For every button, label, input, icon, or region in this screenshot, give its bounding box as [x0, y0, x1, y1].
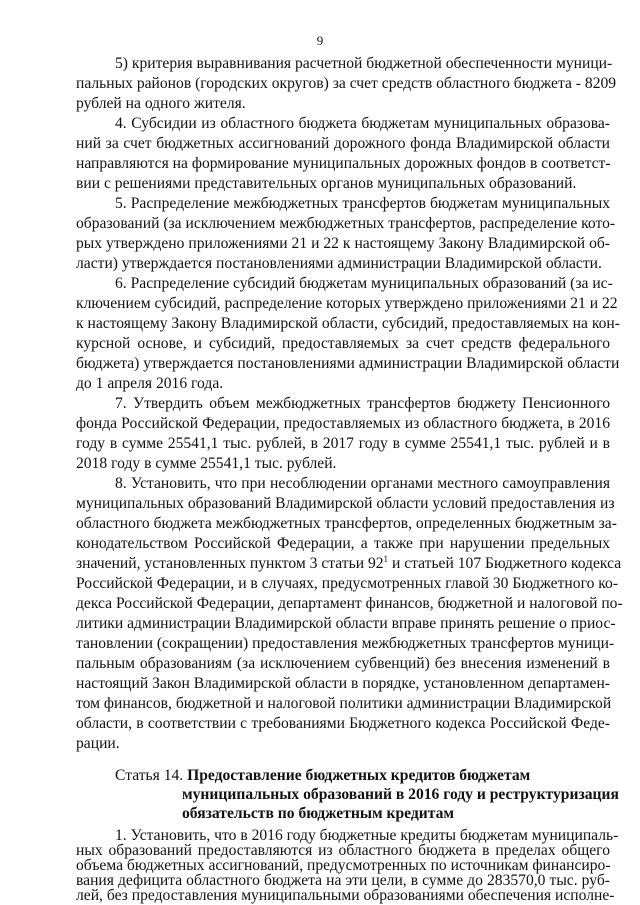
text-line: ключением субсидий, распределение которых утверждено приложениями 21 и 22 [76, 295, 618, 312]
text-line: настоящий Закон Владимирской области в порядке, установленном департамен- [76, 675, 610, 692]
page-number: 9 [316, 33, 324, 48]
text-line: объема бюджетных ассигнований, предусмотренных по источникам финансиро- [76, 857, 611, 874]
text-line: тановлении (сокращении) предоставления межбюджетных трансфертов муници- [76, 635, 615, 652]
text-line: ных образований предоставляются из областного бюджета в пределах общего [76, 842, 610, 859]
text-line: пальных районов (городских округов) за счет средств областного бюджета - 8209 [76, 75, 617, 92]
text-line: ний за счет бюджетных ассигнований дорожного фонда Владимирской области [76, 135, 610, 152]
article-title: обязательств по бюджетным кредитам [182, 805, 455, 822]
text-line: 1. Установить, что в 2016 году бюджетные кредиты бюджетам муниципаль- [115, 827, 619, 844]
text-line: конодательством Российской Федерации, а также при нарушении предельных [76, 535, 610, 552]
text-line: 7. Утвердить объем межбюджетных трансфертов бюджету Пенсионного [115, 395, 610, 412]
text-line-with-superscript [76, 553, 622, 573]
text-line: 5) критерия выравнивания расчетной бюджетной обеспеченности муници- [115, 55, 613, 72]
text-line: рублей на одного жителя. [76, 95, 246, 112]
text-line: муниципальных образований Владимирской области условий предоставления из [76, 495, 615, 512]
article-label: Статья 14. [115, 767, 188, 784]
text-line: году в сумме 25541,1 тыс. рублей, в 2017 году в сумме 25541,1 тыс. рублей и в [76, 435, 610, 452]
text-line: рации. [76, 735, 120, 752]
text-line: рых утверждено приложениями 21 и 22 к настоящему Закону Владимирской об- [76, 235, 610, 252]
text-line: курсной основе, и субсидий, предоставляемых за счет средств федерального [76, 335, 610, 352]
text-line: вания дефицита областного бюджета на эти цели, в сумме до 283570,0 тыс. руб- [76, 872, 610, 889]
text-line: том финансов, бюджетной и налоговой политики администрации Владимирской [76, 695, 612, 712]
text-line: образований (за исключением межбюджетных трансфертов, распределение кото- [76, 215, 616, 232]
text-fragment: и статьей 107 Бюджетного кодекса [388, 555, 622, 572]
text-line: ласти) утверждается постановлениями администрации Владимирской области. [76, 255, 602, 272]
text-line: фонда Российской Федерации, предоставляемых из областного бюджета, в 2016 [76, 415, 610, 432]
text-line: направляются на формирование муниципальных дорожных фондов в соответст- [76, 155, 611, 172]
text-line: пальным образованиям (за исключением субвенций) без внесения изменений в [76, 655, 610, 672]
text-line: вии с решениями представительных органов муниципальных образований. [76, 175, 577, 192]
text-line: бюджета) утверждается постановлениями администрации Владимирской области [76, 355, 620, 372]
text-fragment: значений, установленных пунктом 3 статьи 92 [76, 555, 384, 572]
text-line: лей, без предоставления муниципальными образованиями обеспечения исполне- [76, 887, 615, 904]
article-title: муниципальных образований в 2016 году и реструктуризация [182, 786, 619, 803]
text-line: 5. Распределение межбюджетных трансфертов бюджетам муниципальных [115, 195, 610, 212]
superscript: 1 [383, 553, 389, 564]
text-line: литики администрации Владимирской области вправе принять решение о приос- [76, 615, 616, 632]
text-line: 4. Субсидии из областного бюджета бюджетам муниципальных образова- [115, 115, 610, 132]
text-line: к настоящему Закону Владимирской области, субсидий, предоставляемых на кон- [76, 315, 620, 332]
text-line: 8. Установить, что при несоблюдении органами местного самоуправления [115, 475, 610, 492]
text-line: области, в соответствии с требованиями Бюджетного кодекса Российской Феде- [76, 715, 610, 732]
article-heading-line [115, 766, 530, 785]
article-title: Предоставление бюджетных кредитов бюджетам [187, 767, 531, 784]
text-line: декса Российской Федерации, департамент финансов, бюджетной и налоговой по- [76, 595, 623, 612]
text-line: 6. Распределение субсидий бюджетам муниципальных образований (за ис- [115, 275, 613, 292]
text-line: до 1 апреля 2016 года. [76, 375, 224, 392]
text-line: 2018 году в сумме 25541,1 тыс. рублей. [76, 455, 337, 472]
text-line: областного бюджета межбюджетных трансфертов, определенных бюджетным за- [76, 515, 617, 532]
text-line: Российской Федерации, и в случаях, предусмотренных главой 30 Бюджетного ко- [76, 575, 619, 592]
